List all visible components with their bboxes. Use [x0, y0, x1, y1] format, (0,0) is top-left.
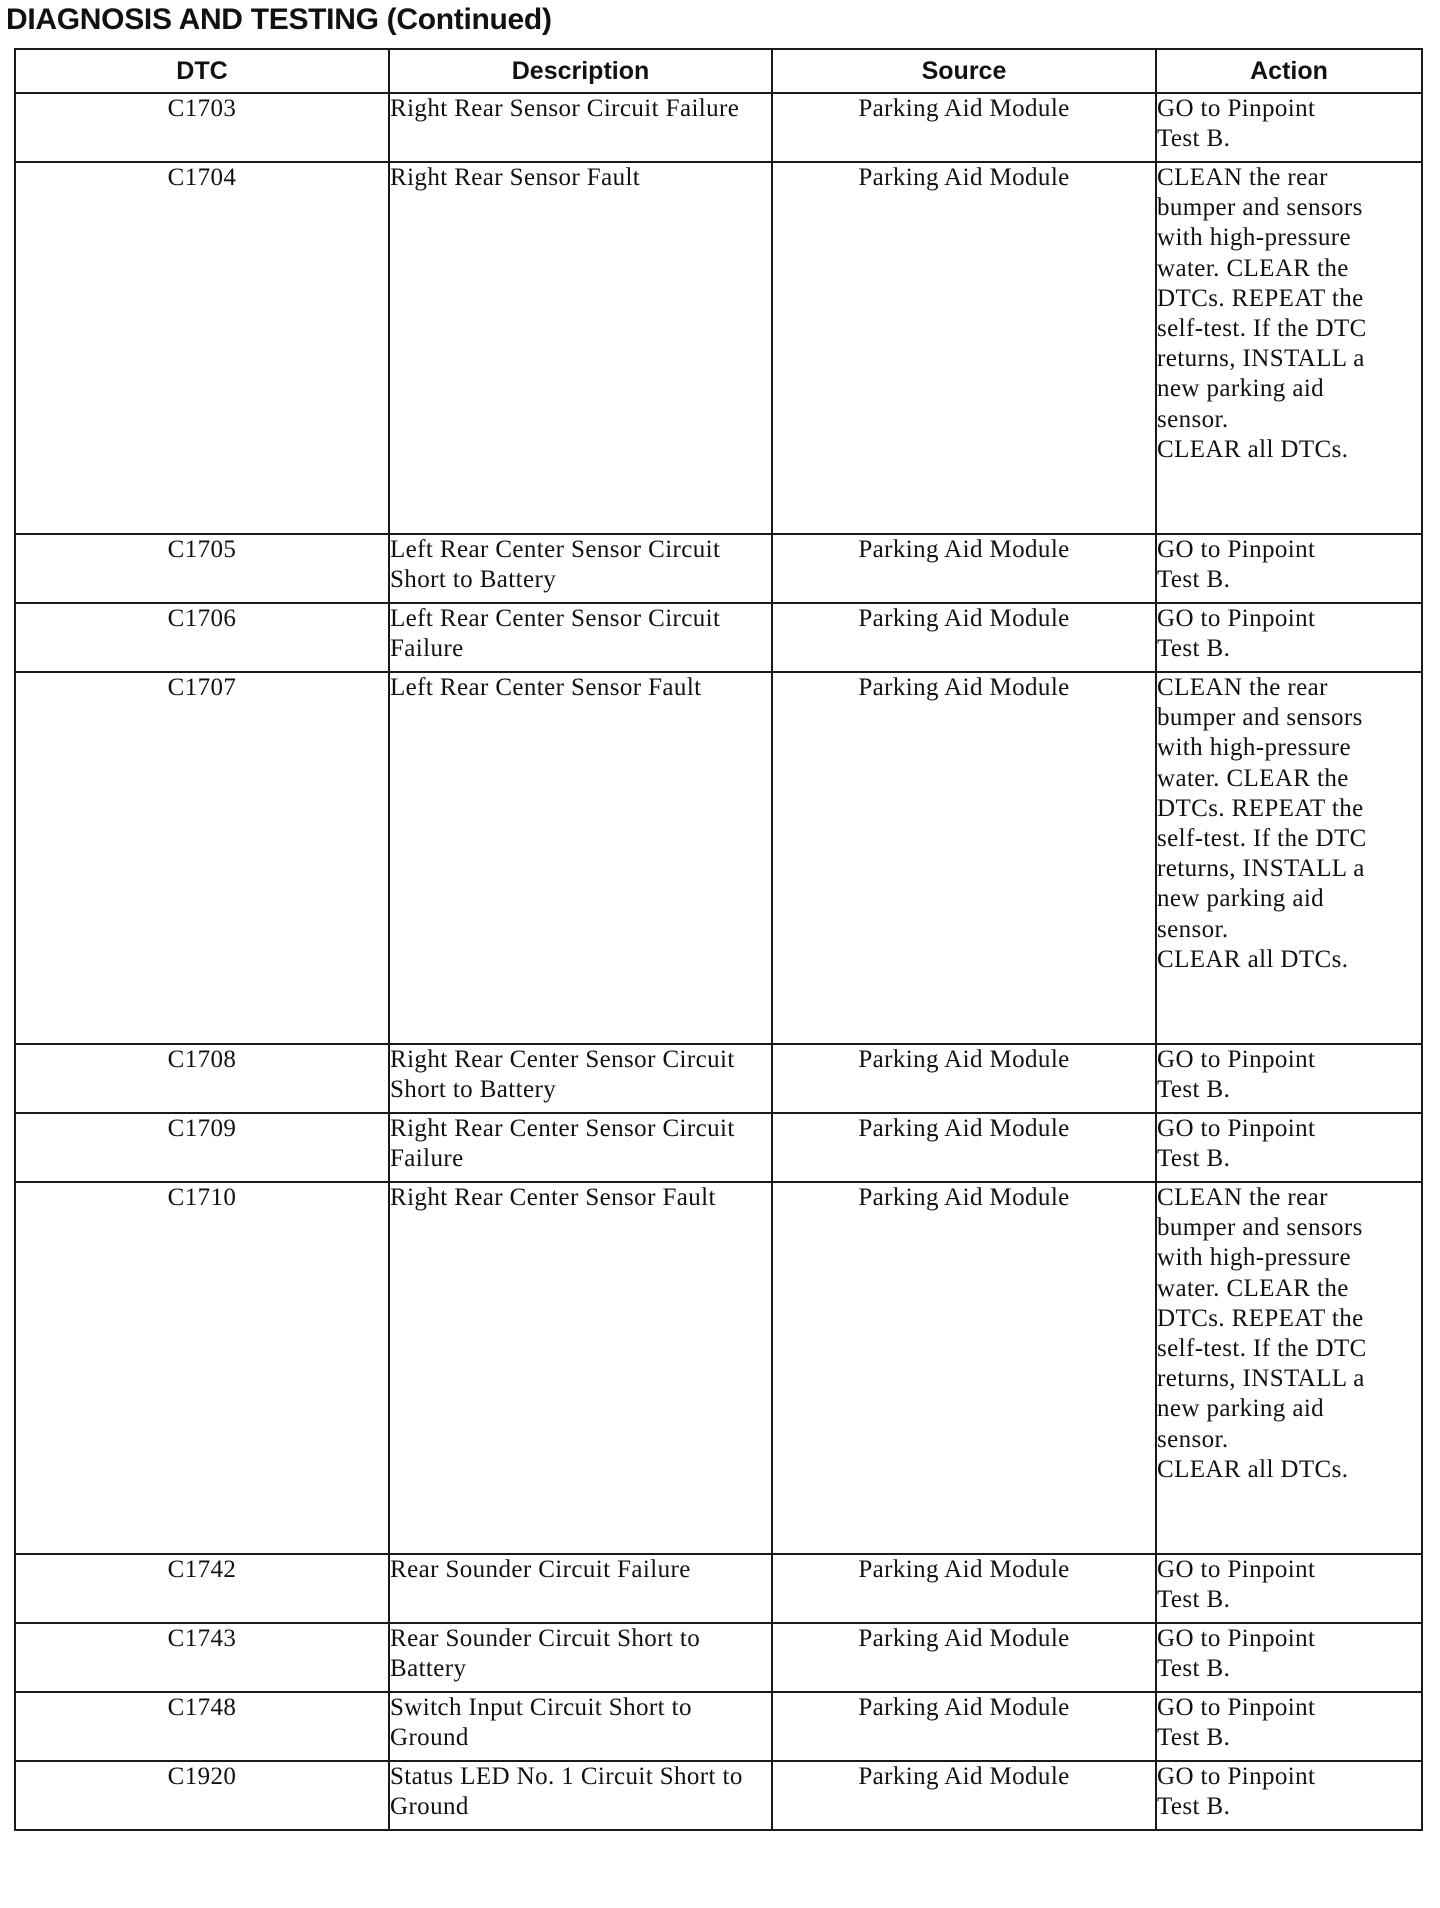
dtc-action: CLEAN the rear bumper and sensors with high-pressure water. CLEAR the DTCs. REPEAT the self-test. If the DTC returns, INSTALL a new parking aid sensor. CLEAR all DTCs. — [1156, 672, 1422, 1044]
dtc-description: Right Rear Center Sensor Fault — [389, 1182, 772, 1554]
table-row — [15, 1623, 1422, 1692]
dtc-description: Left Rear Center Sensor Circuit Failure — [389, 603, 772, 672]
dtc-code: C1710 — [15, 1182, 389, 1554]
dtc-source: Parking Aid Module — [772, 93, 1156, 162]
column-header-description: Description — [389, 49, 772, 93]
page-title: DIAGNOSIS AND TESTING (Continued) — [6, 3, 552, 36]
dtc-description: Left Rear Center Sensor Circuit Short to Battery — [389, 534, 772, 603]
table-row — [15, 1044, 1422, 1113]
dtc-action: GO to Pinpoint Test B. — [1156, 1044, 1422, 1113]
dtc-source: Parking Aid Module — [772, 1623, 1156, 1692]
dtc-source: Parking Aid Module — [772, 1044, 1156, 1113]
dtc-description: Switch Input Circuit Short to Ground — [389, 1692, 772, 1761]
dtc-description: Right Rear Center Sensor Circuit Short to Battery — [389, 1044, 772, 1113]
dtc-code: C1704 — [15, 162, 389, 534]
dtc-code: C1703 — [15, 93, 389, 162]
dtc-code: C1743 — [15, 1623, 389, 1692]
dtc-code: C1705 — [15, 534, 389, 603]
dtc-source: Parking Aid Module — [772, 1113, 1156, 1182]
dtc-description: Right Rear Sensor Circuit Failure — [389, 93, 772, 162]
table-row — [15, 603, 1422, 672]
dtc-source: Parking Aid Module — [772, 1761, 1156, 1830]
column-header-source: Source — [772, 49, 1156, 93]
dtc-action: GO to Pinpoint Test B. — [1156, 1692, 1422, 1761]
table-row — [15, 534, 1422, 603]
dtc-code: C1707 — [15, 672, 389, 1044]
dtc-action: GO to Pinpoint Test B. — [1156, 93, 1422, 162]
dtc-source: Parking Aid Module — [772, 1182, 1156, 1554]
table-row — [15, 93, 1422, 162]
table-row — [15, 1182, 1422, 1554]
dtc-source: Parking Aid Module — [772, 672, 1156, 1044]
table-row — [15, 1692, 1422, 1761]
dtc-action: CLEAN the rear bumper and sensors with high-pressure water. CLEAR the DTCs. REPEAT the self-test. If the DTC returns, INSTALL a new parking aid sensor. CLEAR all DTCs. — [1156, 162, 1422, 534]
dtc-source: Parking Aid Module — [772, 1554, 1156, 1623]
dtc-description: Status LED No. 1 Circuit Short to Ground — [389, 1761, 772, 1830]
dtc-action: CLEAN the rear bumper and sensors with high-pressure water. CLEAR the DTCs. REPEAT the self-test. If the DTC returns, INSTALL a new parking aid sensor. CLEAR all DTCs. — [1156, 1182, 1422, 1554]
dtc-code: C1748 — [15, 1692, 389, 1761]
dtc-description: Rear Sounder Circuit Failure — [389, 1554, 772, 1623]
dtc-action: GO to Pinpoint Test B. — [1156, 1113, 1422, 1182]
dtc-action: GO to Pinpoint Test B. — [1156, 1761, 1422, 1830]
dtc-action: GO to Pinpoint Test B. — [1156, 534, 1422, 603]
dtc-code: C1706 — [15, 603, 389, 672]
dtc-code: C1920 — [15, 1761, 389, 1830]
dtc-code: C1708 — [15, 1044, 389, 1113]
table-row — [15, 1113, 1422, 1182]
dtc-description: Right Rear Sensor Fault — [389, 162, 772, 534]
dtc-action: GO to Pinpoint Test B. — [1156, 1554, 1422, 1623]
table-row — [15, 162, 1422, 534]
dtc-source: Parking Aid Module — [772, 1692, 1156, 1761]
table-row — [15, 672, 1422, 1044]
dtc-description: Right Rear Center Sensor Circuit Failure — [389, 1113, 772, 1182]
dtc-description: Left Rear Center Sensor Fault — [389, 672, 772, 1044]
table-row — [15, 1761, 1422, 1830]
table-header-row — [15, 49, 1422, 93]
dtc-description: Rear Sounder Circuit Short to Battery — [389, 1623, 772, 1692]
column-header-action: Action — [1156, 49, 1422, 93]
dtc-table — [14, 48, 1423, 1831]
dtc-source: Parking Aid Module — [772, 603, 1156, 672]
dtc-code: C1709 — [15, 1113, 389, 1182]
dtc-action: GO to Pinpoint Test B. — [1156, 1623, 1422, 1692]
dtc-action: GO to Pinpoint Test B. — [1156, 603, 1422, 672]
table-row — [15, 1554, 1422, 1623]
column-header-dtc: DTC — [15, 49, 389, 93]
dtc-code: C1742 — [15, 1554, 389, 1623]
dtc-source: Parking Aid Module — [772, 534, 1156, 603]
dtc-source: Parking Aid Module — [772, 162, 1156, 534]
